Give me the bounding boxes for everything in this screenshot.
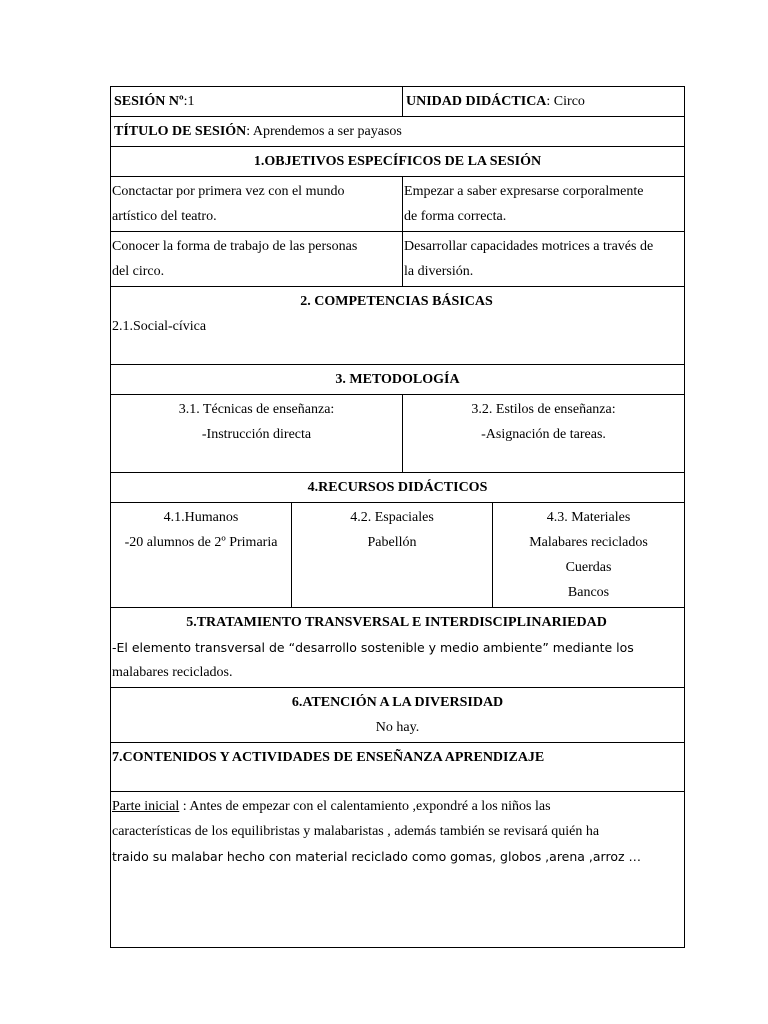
objectives-row-1 bbox=[111, 177, 685, 232]
session-number-value: :1 bbox=[183, 94, 195, 109]
objectives-heading: 1.OBJETIVOS ESPECÍFICOS DE LA SESIÓN bbox=[111, 147, 685, 177]
material-resources-item: Malabares reciclados bbox=[529, 535, 648, 550]
teaching-styles-cell bbox=[403, 395, 685, 473]
material-resources-item: Bancos bbox=[567, 585, 610, 600]
objective-text: Conocer la forma de trabajo de las personas bbox=[112, 239, 358, 254]
session-plan-table bbox=[110, 86, 685, 948]
human-resources-cell bbox=[111, 503, 292, 608]
teaching-styles-title: 3.2. Estilos de enseñanza: bbox=[471, 402, 616, 417]
diversity-row bbox=[111, 688, 685, 743]
diversity-heading: 6.ATENCIÓN A LA DIVERSIDAD bbox=[291, 695, 504, 710]
objective-text: de forma correcta. bbox=[404, 209, 507, 224]
diversity-cell bbox=[111, 688, 685, 743]
transversal-cell bbox=[111, 608, 685, 688]
transversal-text: malabares reciclados. bbox=[112, 665, 233, 680]
transversal-text: -El elemento transversal de “desarrollo sostenible y medio ambiente” mediante los bbox=[112, 640, 634, 655]
session-title-value: : Aprendemos a ser payasos bbox=[246, 124, 402, 139]
resources-heading: 4.RECURSOS DIDÁCTICOS bbox=[111, 473, 685, 503]
teaching-techniques-cell bbox=[111, 395, 403, 473]
teaching-techniques-title: 3.1. Técnicas de enseñanza: bbox=[178, 402, 335, 417]
material-resources-cell bbox=[493, 503, 685, 608]
spatial-resources-value: Pabellón bbox=[367, 535, 417, 550]
objective-text: Conctactar por primera vez con el mundo bbox=[112, 184, 345, 199]
resources-row bbox=[111, 503, 685, 608]
methodology-heading: 3. METODOLOGÍA bbox=[111, 365, 685, 395]
objective-item bbox=[111, 177, 403, 232]
objective-text: Empezar a saber expresarse corporalmente bbox=[404, 184, 644, 199]
contents-heading-row bbox=[111, 743, 685, 792]
objective-text: del circo. bbox=[112, 264, 165, 279]
objective-item bbox=[403, 177, 685, 232]
methodology-row bbox=[111, 395, 685, 473]
spatial-resources-title: 4.2. Espaciales bbox=[350, 510, 434, 525]
contents-body-cell bbox=[111, 792, 685, 948]
objectives-row-2 bbox=[111, 232, 685, 287]
title-row bbox=[111, 117, 685, 147]
competencies-text: 2.1.Social-cívica bbox=[112, 319, 207, 334]
objective-item bbox=[403, 232, 685, 287]
session-title-cell bbox=[111, 117, 685, 147]
initial-part-label: Parte inicial bbox=[112, 799, 180, 814]
objective-text: artístico del teatro. bbox=[112, 209, 217, 224]
objective-text: Desarrollar capacidades motrices a través de bbox=[404, 239, 654, 254]
session-title-label: TÍTULO DE SESIÓN bbox=[114, 124, 247, 139]
contents-text: : Antes de empezar con el calentamiento ,expondré a los niños las bbox=[179, 799, 551, 814]
session-number-label: SESIÓN Nº bbox=[114, 94, 184, 109]
objectives-heading-row bbox=[111, 147, 685, 177]
human-resources-title: 4.1.Humanos bbox=[163, 510, 239, 525]
didactic-unit-label: UNIDAD DIDÁCTICA bbox=[406, 94, 547, 109]
didactic-unit-cell bbox=[403, 87, 685, 117]
human-resources-value: -20 alumnos de 2º Primaria bbox=[124, 535, 278, 550]
contents-body-row bbox=[111, 792, 685, 948]
didactic-unit-value: : Circo bbox=[546, 94, 585, 109]
objective-item bbox=[111, 232, 403, 287]
session-number-cell bbox=[111, 87, 403, 117]
competencies-cell bbox=[111, 287, 685, 365]
teaching-techniques-value: -Instrucción directa bbox=[201, 427, 312, 442]
spatial-resources-cell bbox=[292, 503, 493, 608]
material-resources-title: 4.3. Materiales bbox=[546, 510, 631, 525]
transversal-row bbox=[111, 608, 685, 688]
contents-text: traido su malabar hecho con material reciclado como gomas, globos ,arena ,arroz … bbox=[112, 849, 642, 864]
teaching-styles-value: -Asignación de tareas. bbox=[481, 427, 606, 442]
transversal-heading: 5.TRATAMIENTO TRANSVERSAL E INTERDISCIPLINARIEDAD bbox=[186, 615, 607, 630]
methodology-heading-row bbox=[111, 365, 685, 395]
competencies-heading: 2. COMPETENCIAS BÁSICAS bbox=[300, 294, 493, 309]
objective-text: la diversión. bbox=[404, 264, 474, 279]
diversity-text: No hay. bbox=[375, 720, 420, 735]
competencies-row bbox=[111, 287, 685, 365]
resources-heading-row bbox=[111, 473, 685, 503]
contents-heading: 7.CONTENIDOS Y ACTIVIDADES DE ENSEÑANZA APRENDIZAJE bbox=[111, 743, 685, 792]
contents-text: características de los equilibristas y malabaristas , además también se revisará quién ha bbox=[112, 824, 600, 839]
header-row bbox=[111, 87, 685, 117]
material-resources-item: Cuerdas bbox=[565, 560, 612, 575]
